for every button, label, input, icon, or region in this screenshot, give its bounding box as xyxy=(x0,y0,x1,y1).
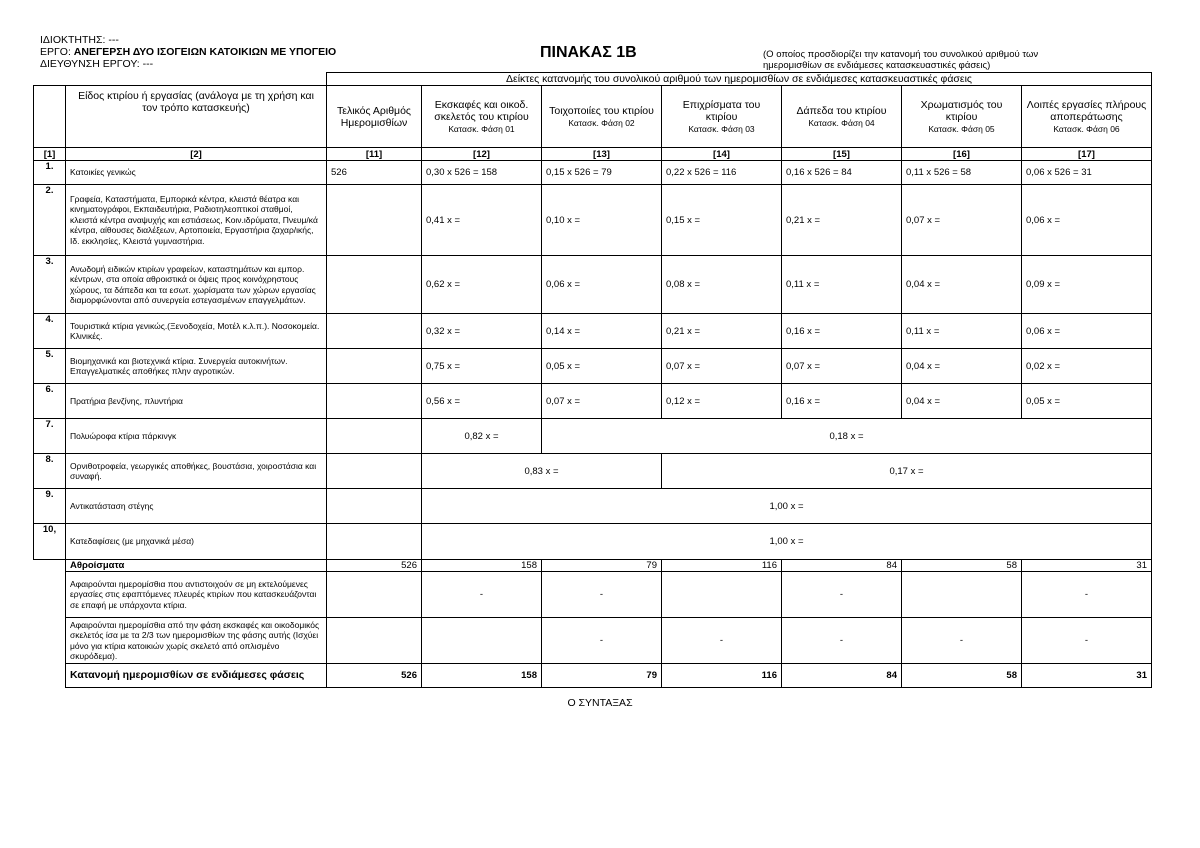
code-cell: [11] xyxy=(327,148,422,161)
table-row xyxy=(34,185,1152,256)
code-cell: [17] xyxy=(1022,148,1152,161)
code-cell: [12] xyxy=(422,148,542,161)
row-cell: 0,14 x = xyxy=(542,314,662,349)
row-cell: 0,10 x = xyxy=(542,185,662,256)
row-description: Πολυώροφα κτίρια πάρκινγκ xyxy=(66,419,327,454)
final-cell: 526 xyxy=(327,664,422,688)
row-number: 6. xyxy=(34,384,66,419)
row-cell: 0,04 x = xyxy=(902,384,1022,419)
row-description: Κατεδαφίσεις (με μηχανικά μέσα) xyxy=(66,524,327,560)
owner-line: ΙΔΙΟΚΤΗΤΗΣ: --- xyxy=(40,34,119,46)
deduction-row xyxy=(34,572,1152,618)
deduction-cell: - xyxy=(782,618,902,664)
row-total xyxy=(327,454,422,489)
final-cell: 79 xyxy=(542,664,662,688)
deduction-cell: - xyxy=(902,618,1022,664)
deduction-cell: - xyxy=(782,572,902,618)
sum-cell: 84 xyxy=(782,560,902,572)
col-header-phase-01: Εκσκαφές και οικοδ. σκελετός του κτιρίου Κατασκ. Φάση 01 xyxy=(422,86,542,148)
row-cell: 0,75 x = xyxy=(422,349,542,384)
row-cell: 0,08 x = xyxy=(662,256,782,314)
code-cell: [14] xyxy=(662,148,782,161)
row-cell: 0,05 x = xyxy=(1022,384,1152,419)
deduction-cell xyxy=(327,572,422,618)
deduction-cell: - xyxy=(1022,618,1152,664)
row-cell: 0,06 x 526 = 31 xyxy=(1022,161,1152,185)
sum-cell: 116 xyxy=(662,560,782,572)
sum-cell: 79 xyxy=(542,560,662,572)
table-row xyxy=(34,256,1152,314)
row-cell: 0,15 x 526 = 79 xyxy=(542,161,662,185)
row-total xyxy=(327,314,422,349)
row-total xyxy=(327,185,422,256)
deduction-cell: - xyxy=(542,618,662,664)
col-header-phase-04: Δάπεδα του κτιρίου Κατασκ. Φάση 04 xyxy=(782,86,902,148)
row-cell: 0,07 x = xyxy=(662,349,782,384)
row-cell-merged: 0,83 x = xyxy=(422,454,662,489)
row-description: Ορνιθοτροφεία, γεωργικές αποθήκες, βουστάσια, χοιροστάσια και συναφή. xyxy=(66,454,327,489)
row-cell-merged: 0,17 x = xyxy=(662,454,1152,489)
deduction-cell xyxy=(902,572,1022,618)
deduction-description: Αφαιρούνται ημερομίσθια που αντιστοιχούν σε μη εκτελούμενες εργασίες στις εφαπτόμενες πλευρές κτιρίων που κατασκευάζονται σε επαφή με υπάρχοντα κτίρια. xyxy=(66,572,327,618)
deduction-cell xyxy=(662,572,782,618)
row-cell: 0,21 x = xyxy=(662,314,782,349)
row-cell: 0,07 x = xyxy=(902,185,1022,256)
row-cell: 0,32 x = xyxy=(422,314,542,349)
col-header-total: Τελικός Αριθμός Ημερομισθίων xyxy=(327,86,422,148)
row-total: 526 xyxy=(327,161,422,185)
title-note: (Ο οποίος προσδιορίζει την κατανομή του συνολικού αριθμού των ημερομισθίων σε ενδιάμεσες κατασκευαστικές φάσεις) xyxy=(763,49,1039,71)
row-cell: 0,22 x 526 = 116 xyxy=(662,161,782,185)
row-cell: 0,04 x = xyxy=(902,349,1022,384)
row-cell: 0,16 x = xyxy=(782,314,902,349)
table-row xyxy=(34,161,1152,185)
row-description: Ανωδομή ειδικών κτιρίων γραφείων, καταστημάτων και εμπορ. κέντρων, στα οποία αθροιστικά οι όψεις προς κοινόχρηστους χώρους, τα δάπεδα και τα εσωτ. χωρίσματα των χώρων εργασίας διαμορφώνονται από συνεργεία εστεγασμένων επαγγελμάτων. xyxy=(66,256,327,314)
row-cell: 0,11 x 526 = 58 xyxy=(902,161,1022,185)
code-cell: [2] xyxy=(66,148,327,161)
final-cell: 31 xyxy=(1022,664,1152,688)
row-description: Τουριστικά κτίρια γενικώς.(Ξενοδοχεία, Μοτέλ κ.λ.π.). Νοσοκομεία. Κλινικές. xyxy=(66,314,327,349)
row-number: 9. xyxy=(34,489,66,524)
row-total xyxy=(327,524,422,560)
deduction-cell: - xyxy=(542,572,662,618)
group-header: Δείκτες κατανομής του συνολικού αριθμού των ημερομισθίων σε ενδιάμεσες κατασκευαστικές φάσεις xyxy=(327,73,1152,86)
row-number: 1. xyxy=(34,161,66,185)
row-cell-merged: 1,00 x = xyxy=(422,524,1152,560)
row-cell-merged: 1,00 x = xyxy=(422,489,1152,524)
table-row xyxy=(34,524,1152,560)
final-cell: 58 xyxy=(902,664,1022,688)
sum-cell: 526 xyxy=(327,560,422,572)
row-total xyxy=(327,489,422,524)
code-cell: [15] xyxy=(782,148,902,161)
final-cell: 158 xyxy=(422,664,542,688)
row-cell: 0,05 x = xyxy=(542,349,662,384)
row-number: 3. xyxy=(34,256,66,314)
row-cell-merged: 0,18 x = xyxy=(542,419,1152,454)
code-cell: [1] xyxy=(34,148,66,161)
row-cell: 0,07 x = xyxy=(542,384,662,419)
row-cell: 0,16 x 526 = 84 xyxy=(782,161,902,185)
code-cell: [16] xyxy=(902,148,1022,161)
project-label: ΕΡΓΟ: xyxy=(40,46,74,58)
row-cell: 0,16 x = xyxy=(782,384,902,419)
deduction-cell xyxy=(422,618,542,664)
col-header-phase-06: Λοιπές εργασίες πλήρους αποπεράτωσης Κατασκ. Φάση 06 xyxy=(1022,86,1152,148)
table-row xyxy=(34,314,1152,349)
table-row xyxy=(34,384,1152,419)
type-header: Είδος κτιρίου ή εργασίας (ανάλογα με τη χρήση και τον τρόπο κατασκευής) xyxy=(66,86,327,148)
row-cell: 0,62 x = xyxy=(422,256,542,314)
col-header-phase-02: Τοιχοποιίες του κτιρίου Κατασκ. Φάση 02 xyxy=(542,86,662,148)
address-line: ΔΙΕΥΘΥΝΣΗ ΕΡΓΟΥ: --- xyxy=(40,58,154,70)
row-cell: 0,30 x 526 = 158 xyxy=(422,161,542,185)
row-cell-merged: 0,82 x = xyxy=(422,419,542,454)
deduction-cell: - xyxy=(422,572,542,618)
row-total xyxy=(327,384,422,419)
row-number: 10, xyxy=(34,524,66,560)
distribution-table xyxy=(33,72,1152,688)
table-row xyxy=(34,489,1152,524)
row-total xyxy=(327,349,422,384)
row-cell: 0,02 x = xyxy=(1022,349,1152,384)
row-cell: 0,07 x = xyxy=(782,349,902,384)
row-number: 4. xyxy=(34,314,66,349)
row-number: 5. xyxy=(34,349,66,384)
row-cell: 0,56 x = xyxy=(422,384,542,419)
row-cell: 0,11 x = xyxy=(782,256,902,314)
row-cell: 0,21 x = xyxy=(782,185,902,256)
table-row xyxy=(34,419,1152,454)
row-description: Πρατήρια βενζίνης, πλυντήρια xyxy=(66,384,327,419)
deduction-cell xyxy=(327,618,422,664)
row-cell: 0,15 x = xyxy=(662,185,782,256)
row-description: Κατοικίες γενικώς xyxy=(66,161,327,185)
row-number: 2. xyxy=(34,185,66,256)
row-cell: 0,11 x = xyxy=(902,314,1022,349)
row-cell: 0,04 x = xyxy=(902,256,1022,314)
row-cell: 0,09 x = xyxy=(1022,256,1152,314)
deduction-cell: - xyxy=(1022,572,1152,618)
row-description: Αντικατάσταση στέγης xyxy=(66,489,327,524)
sums-row xyxy=(34,560,1152,572)
row-total xyxy=(327,256,422,314)
project-line xyxy=(40,46,336,58)
sum-cell: 31 xyxy=(1022,560,1152,572)
row-cell: 0,06 x = xyxy=(1022,185,1152,256)
deduction-row xyxy=(34,618,1152,664)
row-cell: 0,41 x = xyxy=(422,185,542,256)
sums-label: Αθροίσματα xyxy=(66,560,327,572)
deduction-cell: - xyxy=(662,618,782,664)
col-header-phase-05: Χρωματισμός του κτιρίου Κατασκ. Φάση 05 xyxy=(902,86,1022,148)
row-number: 7. xyxy=(34,419,66,454)
project-value: ΑΝΕΓΕΡΣΗ ΔΥΟ ΙΣΟΓΕΙΩΝ ΚΑΤΟΙΚΙΩΝ ΜΕ ΥΠΟΓΕΙΟ xyxy=(73,46,337,58)
final-label: Κατανομή ημερομισθίων σε ενδιάμεσες φάσεις xyxy=(66,664,327,688)
table-row xyxy=(34,349,1152,384)
sum-cell: 58 xyxy=(902,560,1022,572)
deduction-description: Αφαιρούνται ημερομίσθια από την φάση εκσκαφές και οικοδομικός σκελετός ίσα με τα 2/3 των ημερομισθίων της φάσης αυτής (Ισχύει μόνο για κτίρια κατοικιών χωρίς σκελετό από οπλισμένο σκυρόδεμα). xyxy=(66,618,327,664)
sum-cell: 158 xyxy=(422,560,542,572)
final-row xyxy=(34,664,1152,688)
final-cell: 84 xyxy=(782,664,902,688)
signature-label: Ο ΣΥΝΤΑΞΑΣ xyxy=(567,697,633,709)
row-cell: 0,06 x = xyxy=(1022,314,1152,349)
code-row xyxy=(34,148,1152,161)
col-header-phase-03: Επιχρίσματα του κτιρίου Κατασκ. Φάση 03 xyxy=(662,86,782,148)
page-title: ΠΙΝΑΚΑΣ 1Β xyxy=(540,44,637,61)
code-cell: [13] xyxy=(542,148,662,161)
row-total xyxy=(327,419,422,454)
row-description: Γραφεία, Καταστήματα, Εμπορικά κέντρα, κλειστά θέατρα και κινηματογράφοι, Εκπαιδευτήρια, Ραδιοτηλεοπτικοί σταθμοί, κλειστά κέντρα αναψυχής και εστιάσεως, Κοιν.ιδρύματα, Πνευμ/κά κέντρα, αίθουσες διαλέξεων, Αρτοποιεία, Εργαστήρια ζαχαρ/ικής, Ιδ. εκκλησίες, Κλειστά γυμναστήρια. xyxy=(66,185,327,256)
row-cell: 0,06 x = xyxy=(542,256,662,314)
row-number: 8. xyxy=(34,454,66,489)
row-cell: 0,12 x = xyxy=(662,384,782,419)
row-description: Βιομηχανικά και βιοτεχνικά κτίρια. Συνεργεία αυτοκινήτων. Επαγγελματικές αποθήκες πλην αγροτικών. xyxy=(66,349,327,384)
final-cell: 116 xyxy=(662,664,782,688)
table-row xyxy=(34,454,1152,489)
